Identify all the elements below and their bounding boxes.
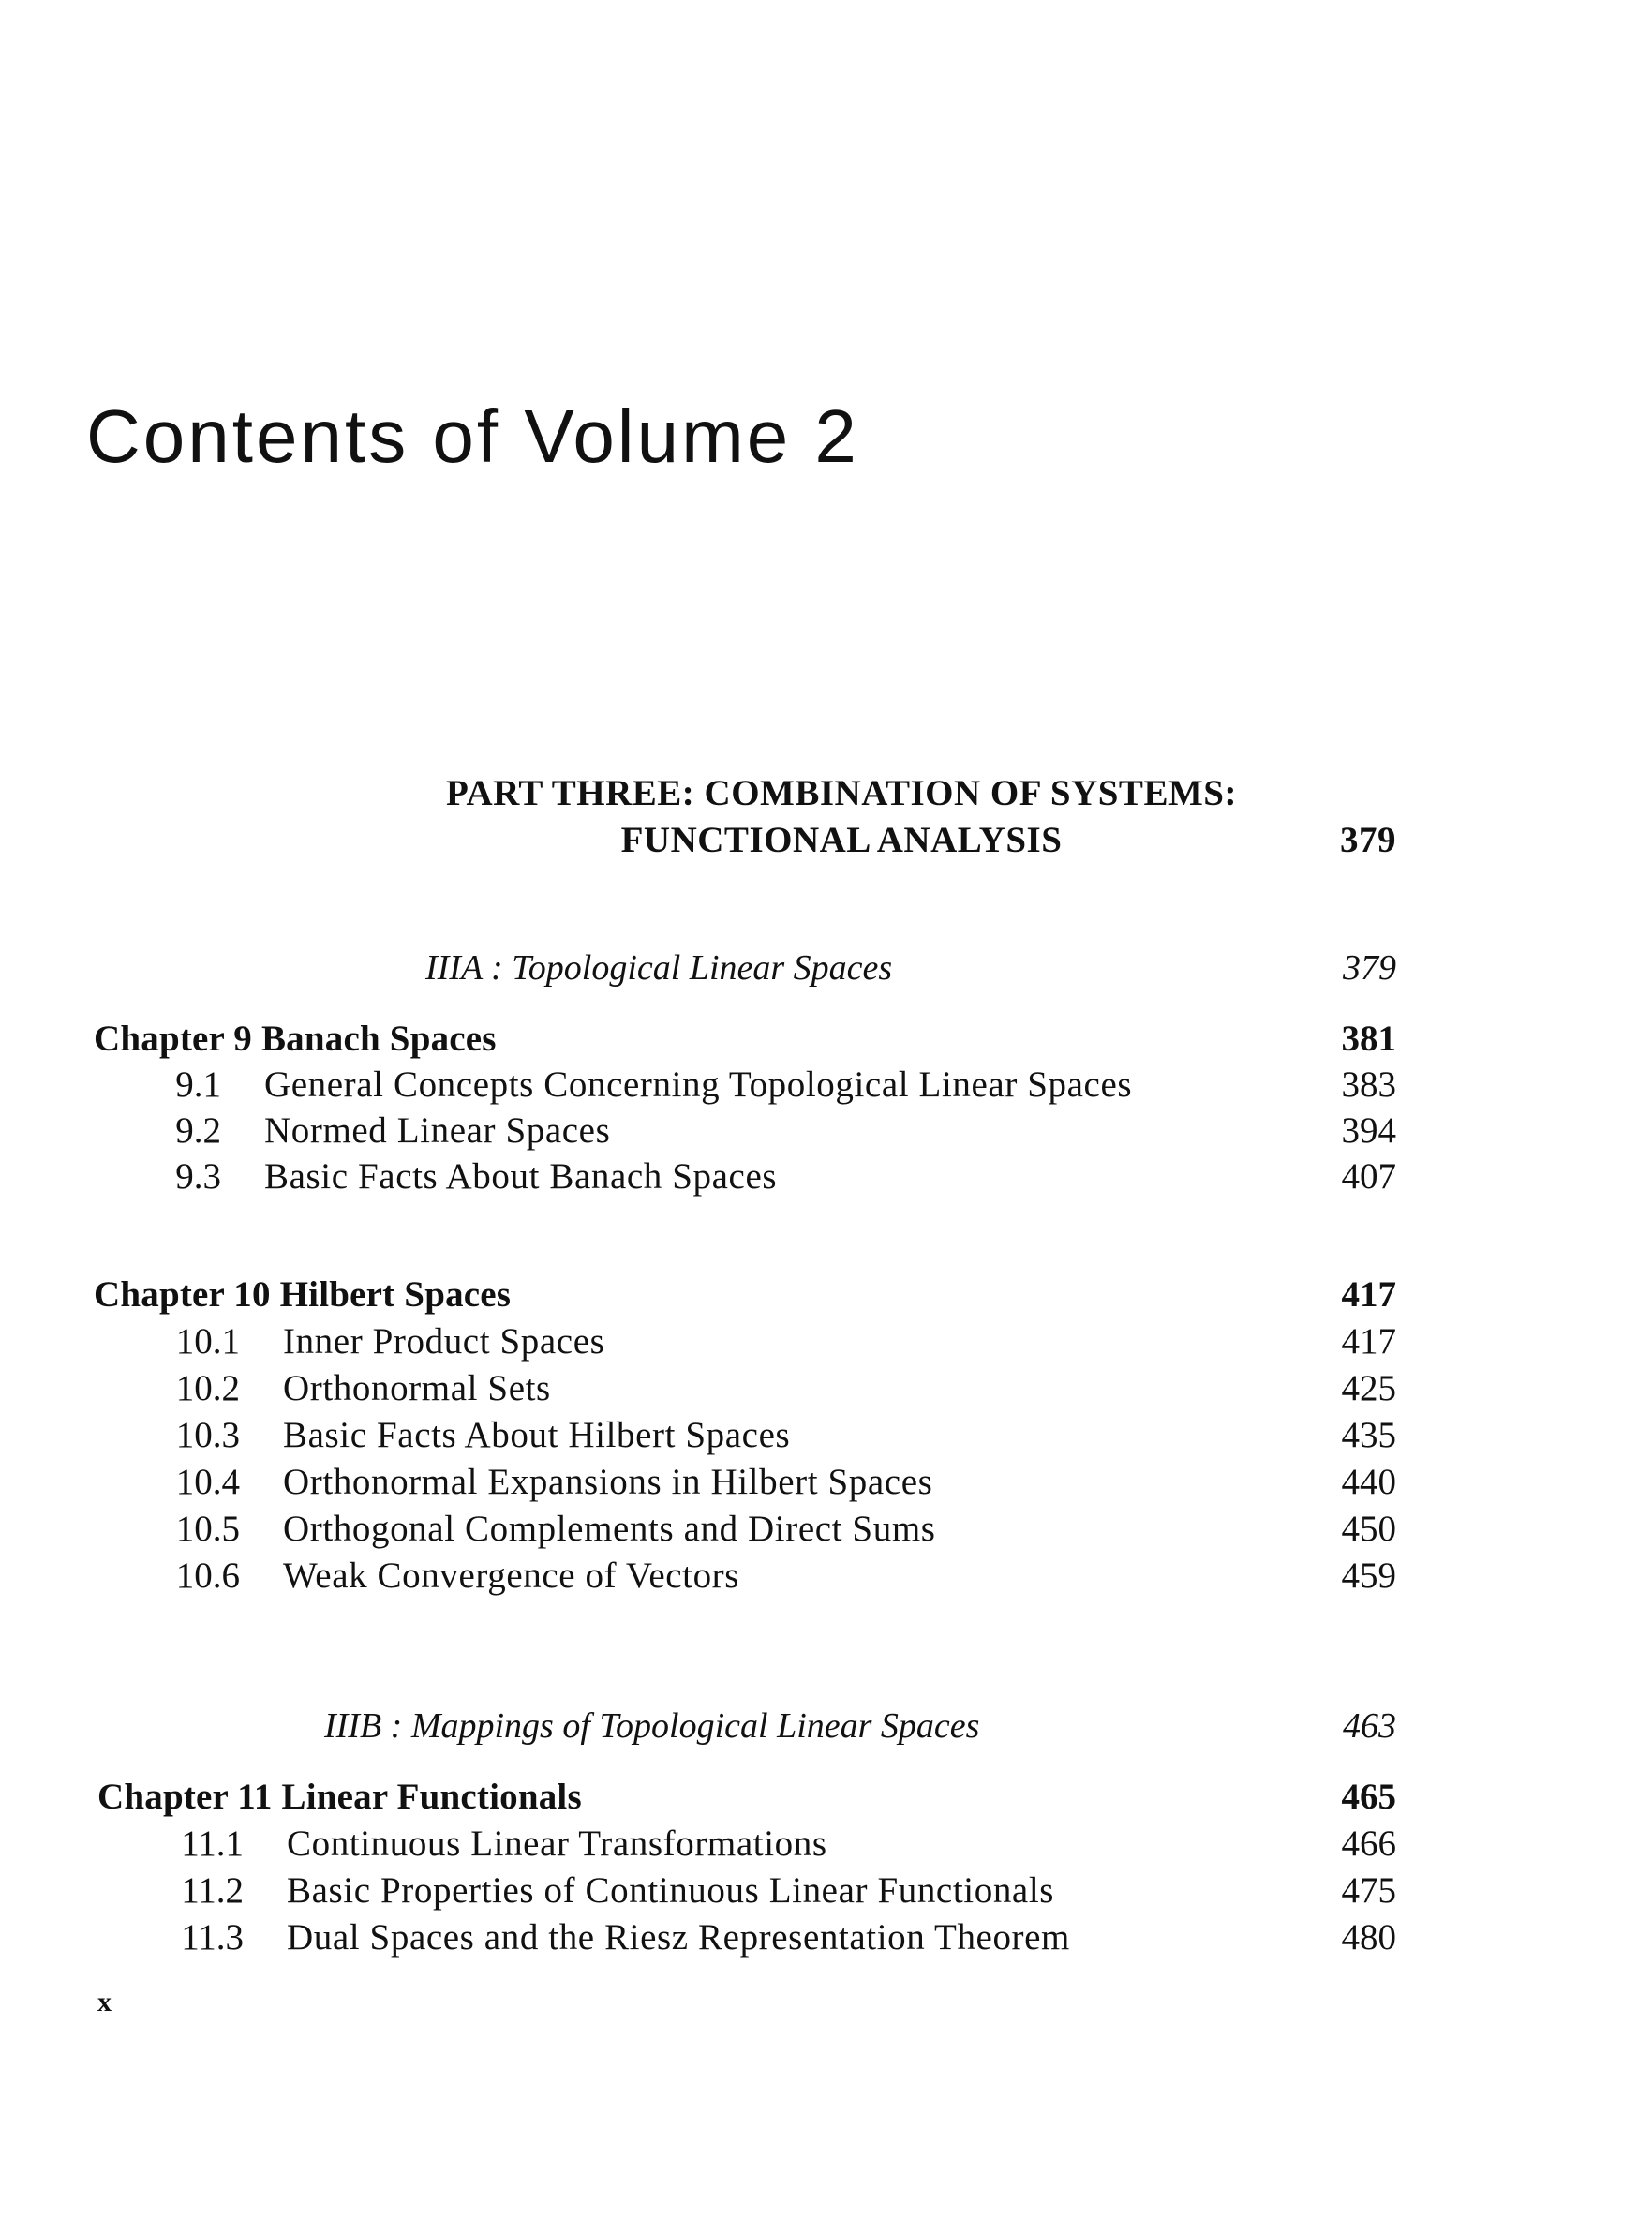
section-row-10-4[interactable]: [90, 1459, 1396, 1506]
section-page-number: 440: [1341, 1462, 1396, 1502]
section-page-number: 466: [1341, 1824, 1396, 1864]
section-row-10-2[interactable]: [90, 1365, 1396, 1412]
section-number: 11.3: [181, 1917, 244, 1958]
subpart-heading-iiia: [90, 945, 1396, 991]
section-page-number: 383: [1341, 1064, 1396, 1105]
section-row-10-1[interactable]: [90, 1318, 1396, 1365]
chapter-row-9[interactable]: [90, 1016, 1396, 1063]
section-page-number: 435: [1341, 1415, 1396, 1455]
subpart-label: IIIA : Topological Linear Spaces: [425, 948, 893, 988]
section-number: 10.4: [175, 1462, 240, 1502]
section-title: Orthonormal Sets: [283, 1368, 551, 1408]
section-row-9-3[interactable]: [90, 1154, 1396, 1200]
section-number: 10.1: [175, 1321, 240, 1362]
subpart-page-number: 463: [1343, 1706, 1396, 1746]
section-title: Normed Linear Spaces: [264, 1110, 611, 1151]
section-title: Continuous Linear Transformations: [287, 1824, 827, 1864]
section-page-number: 394: [1341, 1110, 1396, 1151]
section-page-number: 475: [1341, 1870, 1396, 1911]
section-title: Basic Facts About Banach Spaces: [264, 1156, 778, 1197]
part-heading-line1: PART THREE: COMBINATION OF SYSTEMS:: [446, 773, 1237, 813]
section-page-number: 480: [1341, 1917, 1396, 1958]
section-number: 11.2: [181, 1870, 244, 1911]
chapter-page-number: 381: [1341, 1019, 1396, 1059]
section-row-10-5[interactable]: [90, 1506, 1396, 1553]
chapter-page-number: 465: [1341, 1777, 1396, 1817]
section-row-11-1[interactable]: [90, 1821, 1396, 1868]
section-title: Orthogonal Complements and Direct Sums: [283, 1509, 936, 1549]
section-number: 11.1: [181, 1824, 244, 1864]
section-title: Inner Product Spaces: [283, 1321, 605, 1362]
part-heading-line2: [90, 817, 1396, 864]
part-heading-title: FUNCTIONAL ANALYSIS: [620, 820, 1063, 860]
subpart-page-number: 379: [1343, 948, 1396, 988]
chapter-label: Chapter 10 Hilbert Spaces: [94, 1274, 512, 1315]
section-number: 10.5: [175, 1509, 240, 1549]
part-heading: [90, 770, 1396, 864]
section-title: General Concepts Concerning Topological Linear Spaces: [264, 1064, 1133, 1105]
section-number: 10.3: [175, 1415, 240, 1455]
section-row-9-2[interactable]: [90, 1108, 1396, 1154]
section-page-number: 459: [1341, 1556, 1396, 1596]
section-title: Dual Spaces and the Riesz Representation Theorem: [287, 1917, 1070, 1958]
chapter-row-10[interactable]: [90, 1272, 1396, 1318]
section-number: 9.2: [175, 1110, 221, 1151]
page-folio: x: [97, 1987, 112, 2017]
section-number: 10.2: [175, 1368, 240, 1408]
section-page-number: 450: [1341, 1509, 1396, 1549]
chapter-label: Chapter 11 Linear Functionals: [97, 1777, 582, 1817]
chapter-row-11[interactable]: [90, 1774, 1396, 1821]
section-title: Basic Facts About Hilbert Spaces: [283, 1415, 791, 1455]
section-title: Orthonormal Expansions in Hilbert Spaces: [283, 1462, 933, 1502]
subpart-label: IIIB : Mappings of Topological Linear Spaces: [324, 1706, 980, 1746]
section-title: Basic Properties of Continuous Linear Functionals: [287, 1870, 1055, 1911]
section-number: 9.3: [175, 1156, 221, 1197]
section-number: 10.6: [175, 1556, 240, 1596]
subpart-heading-iiib: [90, 1703, 1396, 1749]
section-title: Weak Convergence of Vectors: [283, 1556, 740, 1596]
section-row-10-3[interactable]: [90, 1412, 1396, 1459]
section-row-10-6[interactable]: [90, 1553, 1396, 1600]
section-row-11-2[interactable]: [90, 1868, 1396, 1914]
section-row-9-1[interactable]: [90, 1062, 1396, 1109]
chapter-page-number: 417: [1341, 1274, 1396, 1315]
section-number: 9.1: [175, 1064, 221, 1105]
section-page-number: 417: [1341, 1321, 1396, 1362]
page-title: Contents of Volume 2: [86, 394, 859, 478]
section-page-number: 407: [1341, 1156, 1396, 1197]
chapter-label: Chapter 9 Banach Spaces: [94, 1019, 497, 1059]
section-row-11-3[interactable]: [90, 1914, 1396, 1961]
section-page-number: 425: [1341, 1368, 1396, 1408]
part-page-number: 379: [1340, 820, 1396, 860]
